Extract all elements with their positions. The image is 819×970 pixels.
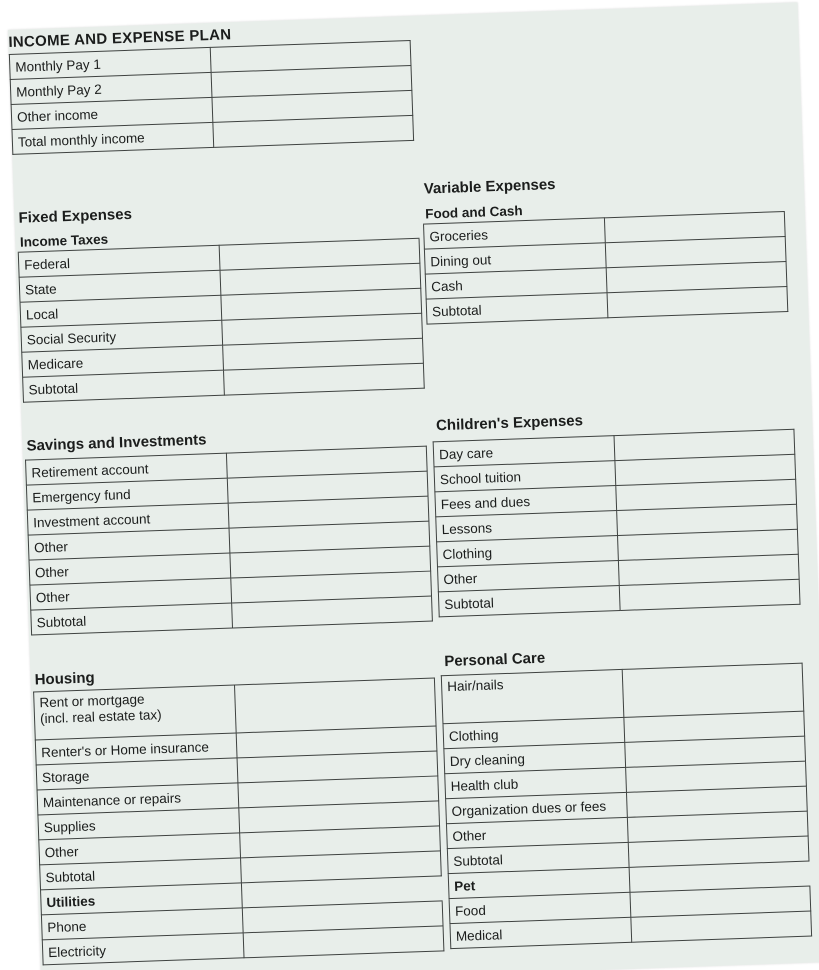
row-label: Subtotal	[426, 293, 608, 324]
form-title: INCOME AND EXPENSE PLAN	[8, 26, 232, 51]
row-label: Emergency fund	[26, 478, 228, 510]
row-label: Phone	[41, 908, 243, 940]
income-table	[9, 40, 414, 155]
row-label: Cash	[425, 268, 607, 299]
row-label: Monthly Pay 1	[9, 47, 211, 79]
row-label: Hair/nails	[441, 669, 624, 723]
paper	[8, 2, 819, 970]
personal-care-table	[441, 663, 812, 949]
row-label: Monthly Pay 2	[10, 72, 212, 104]
savings-title: Savings and Investments	[26, 431, 207, 455]
amount-field[interactable]	[234, 678, 436, 733]
row-label: Federal	[18, 245, 220, 277]
row-label: Total monthly income	[12, 122, 214, 154]
utilities-header: Utilities	[41, 883, 243, 915]
row-label: Lessons	[436, 511, 618, 542]
row-label: Subtotal	[23, 370, 225, 402]
row-label: Other	[446, 817, 628, 848]
row-label: Organization dues or fees	[446, 792, 628, 823]
childrens-expenses-title: Children's Expenses	[435, 412, 584, 435]
row-label: Social Security	[21, 320, 223, 352]
amount-field[interactable]	[607, 286, 788, 317]
pet-header: Pet	[448, 867, 630, 898]
rent-label-line1: Rent or mortgage	[39, 691, 145, 711]
row-label: Other	[39, 833, 241, 865]
amount-field[interactable]	[619, 579, 800, 610]
row-label: Other	[29, 553, 231, 585]
row-label: Renter's or Home insurance	[35, 733, 237, 765]
housing-table	[33, 677, 444, 965]
row-label: Clothing	[437, 536, 619, 567]
income-taxes-table	[17, 218, 425, 403]
personal-care-title: Personal Care	[444, 649, 546, 671]
row-label: Electricity	[42, 933, 244, 965]
row-label: Day care	[433, 436, 615, 467]
row-label: Food	[449, 892, 631, 923]
fixed-expenses-title: Fixed Expenses	[18, 205, 133, 227]
variable-expenses-title: Variable Expenses	[423, 175, 556, 198]
row-label: State	[19, 270, 221, 302]
children-table	[433, 429, 801, 618]
amount-field[interactable]	[631, 911, 812, 942]
row-label: Other	[437, 561, 619, 592]
row-label: Storage	[36, 758, 238, 790]
row-label: Subtotal	[447, 842, 629, 873]
amount-field[interactable]	[622, 663, 804, 717]
row-label: Medical	[450, 917, 632, 948]
row-label: Other income	[11, 97, 213, 129]
row-label: Supplies	[38, 808, 240, 840]
row-label: Subtotal	[31, 603, 233, 635]
income-taxes-header: Income Taxes	[18, 218, 419, 252]
row-label: Local	[20, 295, 222, 327]
row-label: Clothing	[443, 717, 625, 748]
row-label: Groceries	[424, 218, 606, 249]
rent-label-line2: (incl. real estate tax)	[39, 707, 162, 727]
food-table	[422, 191, 788, 325]
row-label: Dining out	[424, 243, 606, 274]
row-label: Other	[28, 528, 230, 560]
row-label: School tuition	[434, 461, 616, 492]
housing-title: Housing	[34, 669, 95, 689]
row-label: Dry cleaning	[444, 742, 626, 773]
row-label: Maintenance or repairs	[37, 783, 239, 815]
row-label: Health club	[445, 767, 627, 798]
food-header: Food and Cash	[423, 191, 784, 224]
row-label: Fees and dues	[435, 486, 617, 517]
row-label: Medicare	[22, 345, 224, 377]
row-label: Subtotal	[438, 586, 620, 617]
row-label	[34, 685, 237, 740]
row-label: Subtotal	[40, 858, 242, 890]
savings-table	[25, 446, 433, 636]
row-label: Retirement account	[26, 453, 228, 485]
row-label: Other	[30, 578, 232, 610]
row-label: Investment account	[27, 503, 229, 535]
